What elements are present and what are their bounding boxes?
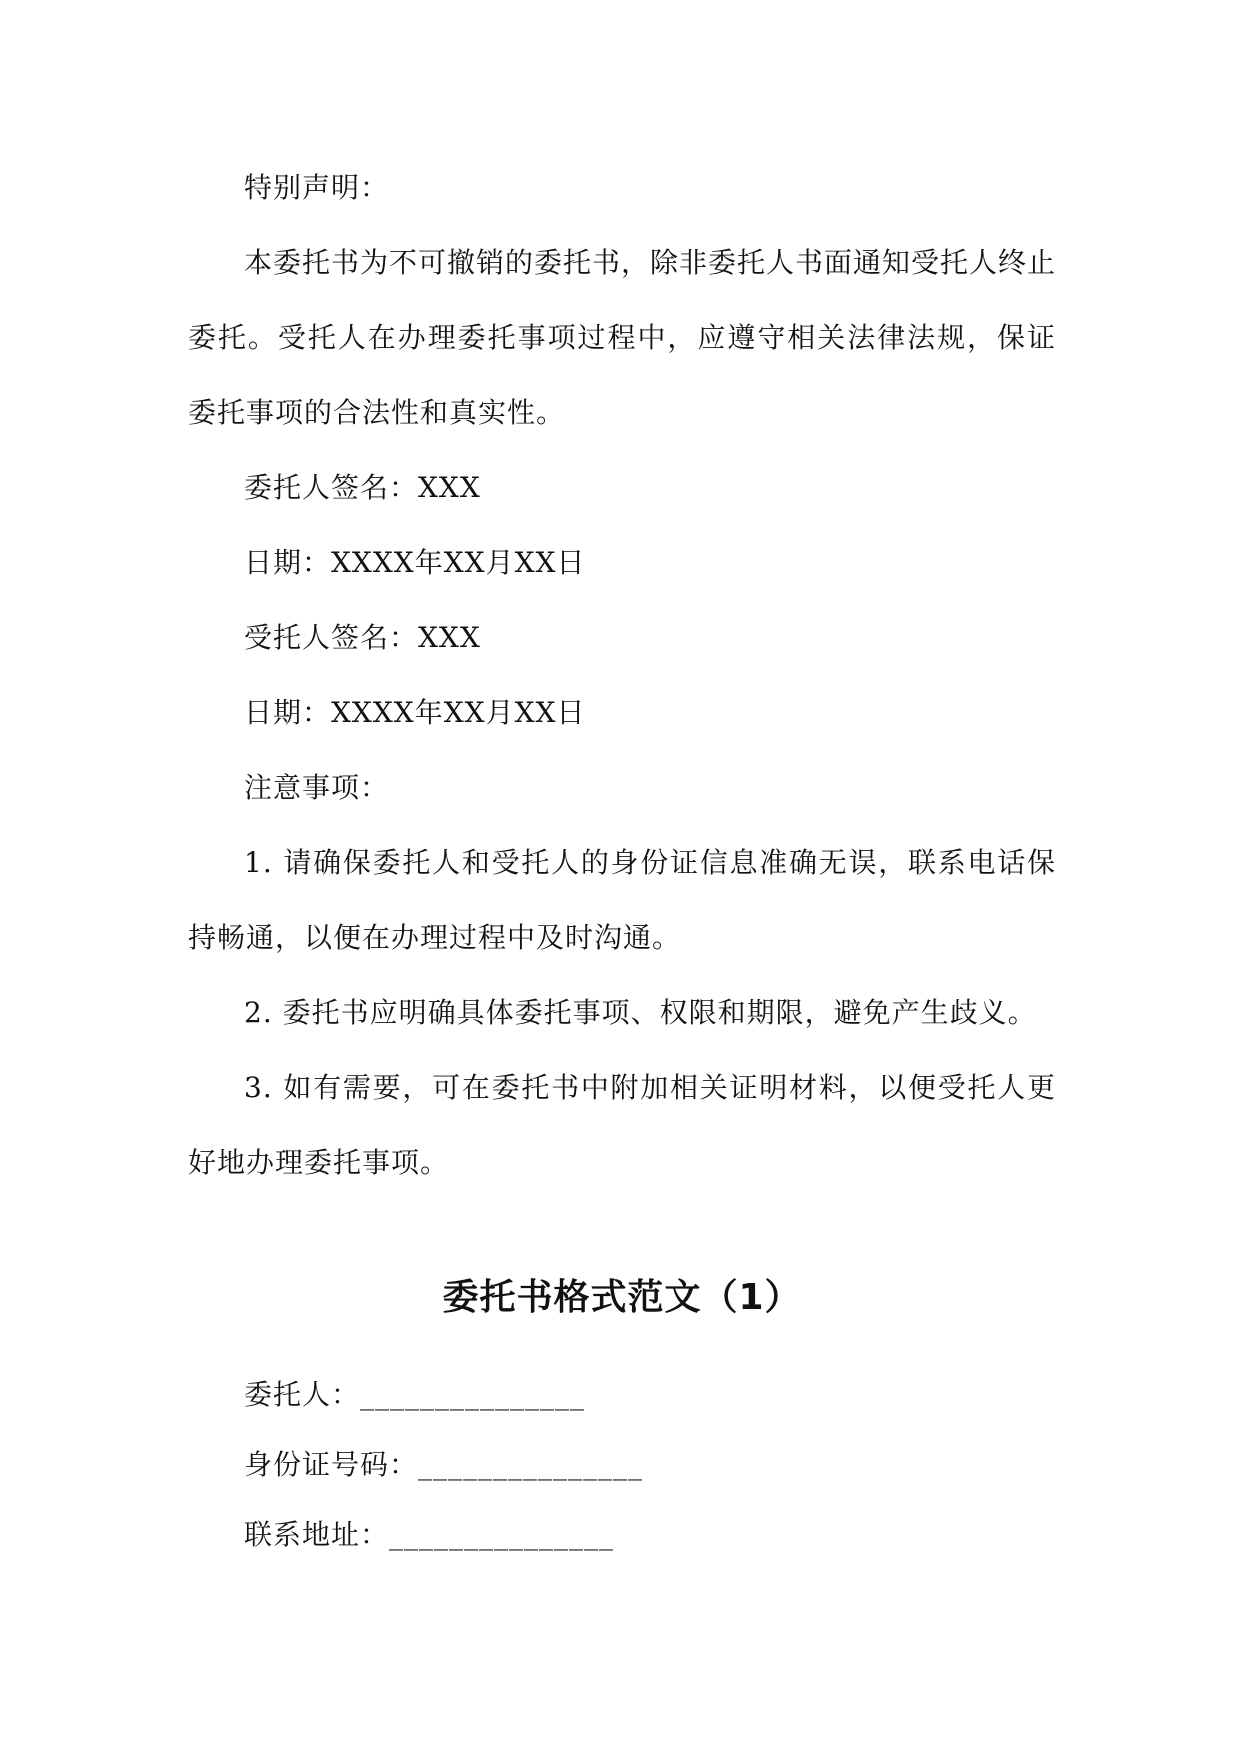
principal-field: 委托人：_______________ — [244, 1378, 586, 1411]
special-statement-heading: 特别声明： — [244, 171, 390, 204]
agent-signature: 受托人签名：XXX — [244, 621, 481, 654]
note-item-1: 1. 请确保委托人和受托人的身份证信息准确无误，联系电话保持畅通，以便在办理过程中及时沟通。 — [188, 846, 1056, 954]
document-body — [188, 150, 1056, 1570]
notes-heading: 注意事项： — [244, 771, 390, 804]
note-item-2: 2. 委托书应明确具体委托事项、权限和期限，避免产生歧义。 — [244, 996, 1037, 1029]
note-item-3: 3. 如有需要，可在委托书中附加相关证明材料，以便受托人更好地办理委托事项。 — [188, 1071, 1056, 1179]
address-field: 联系地址：_______________ — [244, 1518, 615, 1551]
agent-date: 日期：XXXX年XX月XX日 — [244, 696, 586, 729]
principal-date: 日期：XXXX年XX月XX日 — [244, 546, 586, 579]
section-title: 委托书格式范文（1） — [442, 1277, 802, 1318]
principal-signature: 委托人签名：XXX — [244, 471, 481, 504]
statement-paragraph: 本委托书为不可撤销的委托书，除非委托人书面通知受托人终止委托。受托人在办理委托事项过程中，应遵守相关法律法规，保证委托事项的合法性和真实性。 — [188, 246, 1057, 429]
id-number-field: 身份证号码：_______________ — [244, 1448, 644, 1481]
